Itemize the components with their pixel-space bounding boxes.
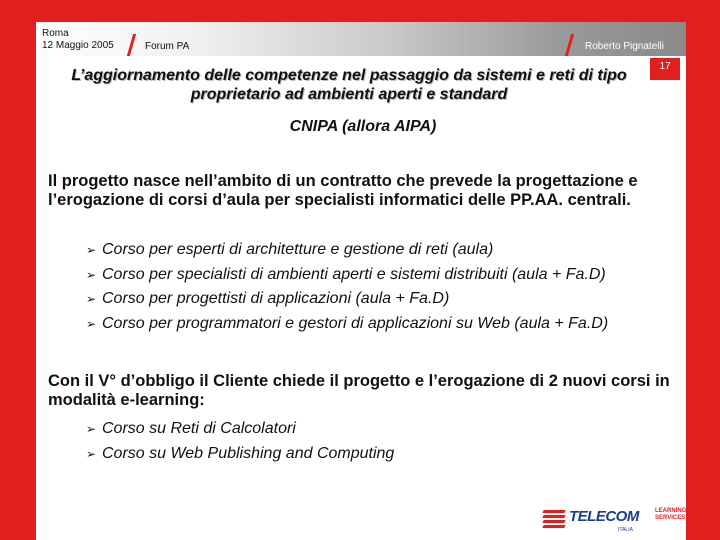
list-item xyxy=(86,238,608,263)
section2-text: Con il V° d’obbligo il Cliente chiede il progetto e l’erogazione di 2 nuovi corsi in modalità e-learning: xyxy=(48,372,670,409)
arrow-bullet-icon: ➢ xyxy=(86,316,97,331)
telecom-learning-services-logo xyxy=(543,506,687,534)
bullet-text: Corso su Reti di Calcolatori xyxy=(102,420,296,437)
left-frame xyxy=(0,0,36,540)
section1-text: Il progetto nasce nell’ambito di un contratto che prevede la progettazione e l’erogazione di corsi d’aula per specialisti informatici delle PP.AA. centrali. xyxy=(48,172,638,209)
bullet-text: Corso su Web Publishing and Computing xyxy=(102,444,395,462)
slide-title: L’aggiornamento delle competenze nel passaggio da sistemi e reti di tipo proprietario ad ambienti aperti e standard xyxy=(71,67,627,103)
list-item xyxy=(86,417,394,442)
right-frame xyxy=(686,0,720,540)
top-frame xyxy=(0,0,720,22)
header-event: Forum PA xyxy=(145,41,190,52)
section1-bullet-list xyxy=(86,238,608,336)
bullet-text: Corso per esperti di architetture e gestione di reti (aula) xyxy=(102,241,494,258)
logo-country: ITALIA xyxy=(618,527,633,533)
logo-sub-line2: SERVICES xyxy=(655,515,686,521)
bullet-text: Corso per specialisti di ambienti aperti e sistemi distribuiti (aula + Fa.D) xyxy=(102,265,606,283)
logo-sub-line1: LEARNING xyxy=(655,508,687,514)
arrow-bullet-icon: ➢ xyxy=(86,292,97,306)
list-item xyxy=(86,287,608,312)
list-item xyxy=(86,312,608,337)
bullet-text: Corso per programmatori e gestori di applicazioni su Web (aula + Fa.D) xyxy=(102,314,609,332)
slide-subtitle: CNIPA (allora AIPA) xyxy=(289,118,437,135)
page-number: 17 xyxy=(650,58,680,80)
header-city: Roma xyxy=(42,28,69,39)
arrow-bullet-icon: ➢ xyxy=(86,446,97,461)
list-item xyxy=(86,263,608,288)
logo-subtitle xyxy=(655,508,686,522)
logo-stripes-icon xyxy=(543,510,565,530)
section2-bullet-list xyxy=(86,417,394,466)
list-item xyxy=(86,442,394,467)
bullet-text: Corso per progettisti di applicazioni (aula + Fa.D) xyxy=(102,290,450,307)
header-author: Roberto Pignatelli xyxy=(585,41,664,52)
logo-wordmark: TELECOM xyxy=(569,508,639,525)
header-date: 12 Maggio 2005 xyxy=(42,40,114,51)
arrow-bullet-icon: ➢ xyxy=(86,267,97,282)
arrow-bullet-icon: ➢ xyxy=(86,243,97,257)
arrow-bullet-icon: ➢ xyxy=(86,422,97,436)
